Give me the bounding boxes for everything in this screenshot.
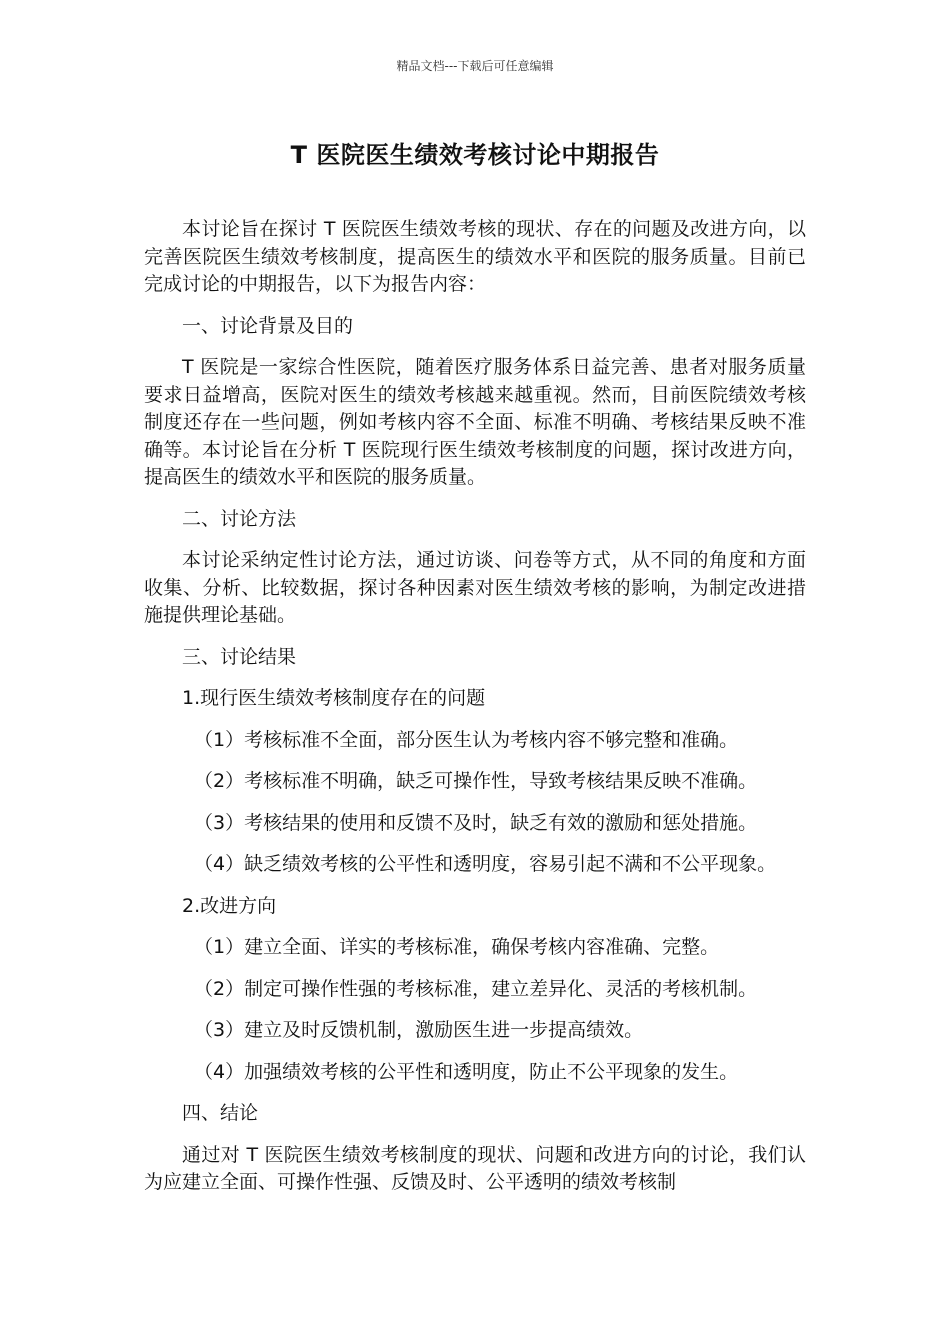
background-paragraph: T 医院是一家综合性医院，随着医疗服务体系日益完善、患者对服务质量要求日益增高，医院对医生的绩效考核越来越重视。然而，目前医院绩效考核制度还存在一些问题，例如考核内容不全面、标准不明确、考核结果反映不准确等。本讨论旨在分析 T 医院现行医生绩效考核制度的问题，探讨改进方向，提高医生的绩效水平和医院的服务质量。 — [144, 356, 806, 488]
improvement-item: （3）建立及时反馈机制，激励医生进一步提高绩效。 — [194, 1019, 644, 1041]
page-header-note: 精品文档---下载后可任意编辑 — [396, 59, 554, 73]
method-paragraph: 本讨论采纳定性讨论方法，通过访谈、问卷等方式，从不同的角度和方面收集、分析、比较数据，探讨各种因素对医生绩效考核的影响，为制定改进措施提供理论基础。 — [144, 549, 806, 626]
improvement-item: （2）制定可操作性强的考核标准，建立差异化、灵活的考核机制。 — [194, 977, 758, 1000]
section-heading-results: 三、讨论结果 — [182, 645, 297, 668]
section-heading-conclusion: 四、结论 — [182, 1102, 259, 1124]
improvement-item: （4）加强绩效考核的公平性和透明度，防止不公平现象的发生。 — [194, 1060, 739, 1083]
problem-item: （4）缺乏绩效考核的公平性和透明度，容易引起不满和不公平现象。 — [194, 853, 777, 875]
subheading-improvements: 2.改进方向 — [182, 894, 277, 917]
section-heading-background: 一、讨论背景及目的 — [182, 314, 354, 337]
intro-paragraph: 本讨论旨在探讨 T 医院医生绩效考核的现状、存在的问题及改进方向，以完善医院医生绩效考核制度，提高医生的绩效水平和医院的服务质量。目前已完成讨论的中期报告，以下为报告内容： — [144, 218, 806, 295]
document-title: T 医院医生绩效考核讨论中期报告 — [290, 141, 660, 169]
section-heading-method: 二、讨论方法 — [182, 507, 297, 530]
problem-item: （2）考核标准不明确，缺乏可操作性，导致考核结果反映不准确。 — [194, 770, 758, 792]
improvement-item: （1）建立全面、详实的考核标准，确保考核内容准确、完整。 — [194, 936, 720, 958]
document-body — [144, 216, 806, 1211]
conclusion-paragraph: 通过对 T 医院医生绩效考核制度的现状、问题和改进方向的讨论，我们认为应建立全面、可操作性强、反馈及时、公平透明的绩效考核制 — [144, 1143, 806, 1193]
subheading-problems: 1.现行医生绩效考核制度存在的问题 — [182, 687, 486, 709]
problem-item: （1）考核标准不全面，部分医生认为考核内容不够完整和准确。 — [194, 728, 739, 751]
problem-item: （3）考核结果的使用和反馈不及时，缺乏有效的激励和惩处措施。 — [194, 811, 758, 834]
